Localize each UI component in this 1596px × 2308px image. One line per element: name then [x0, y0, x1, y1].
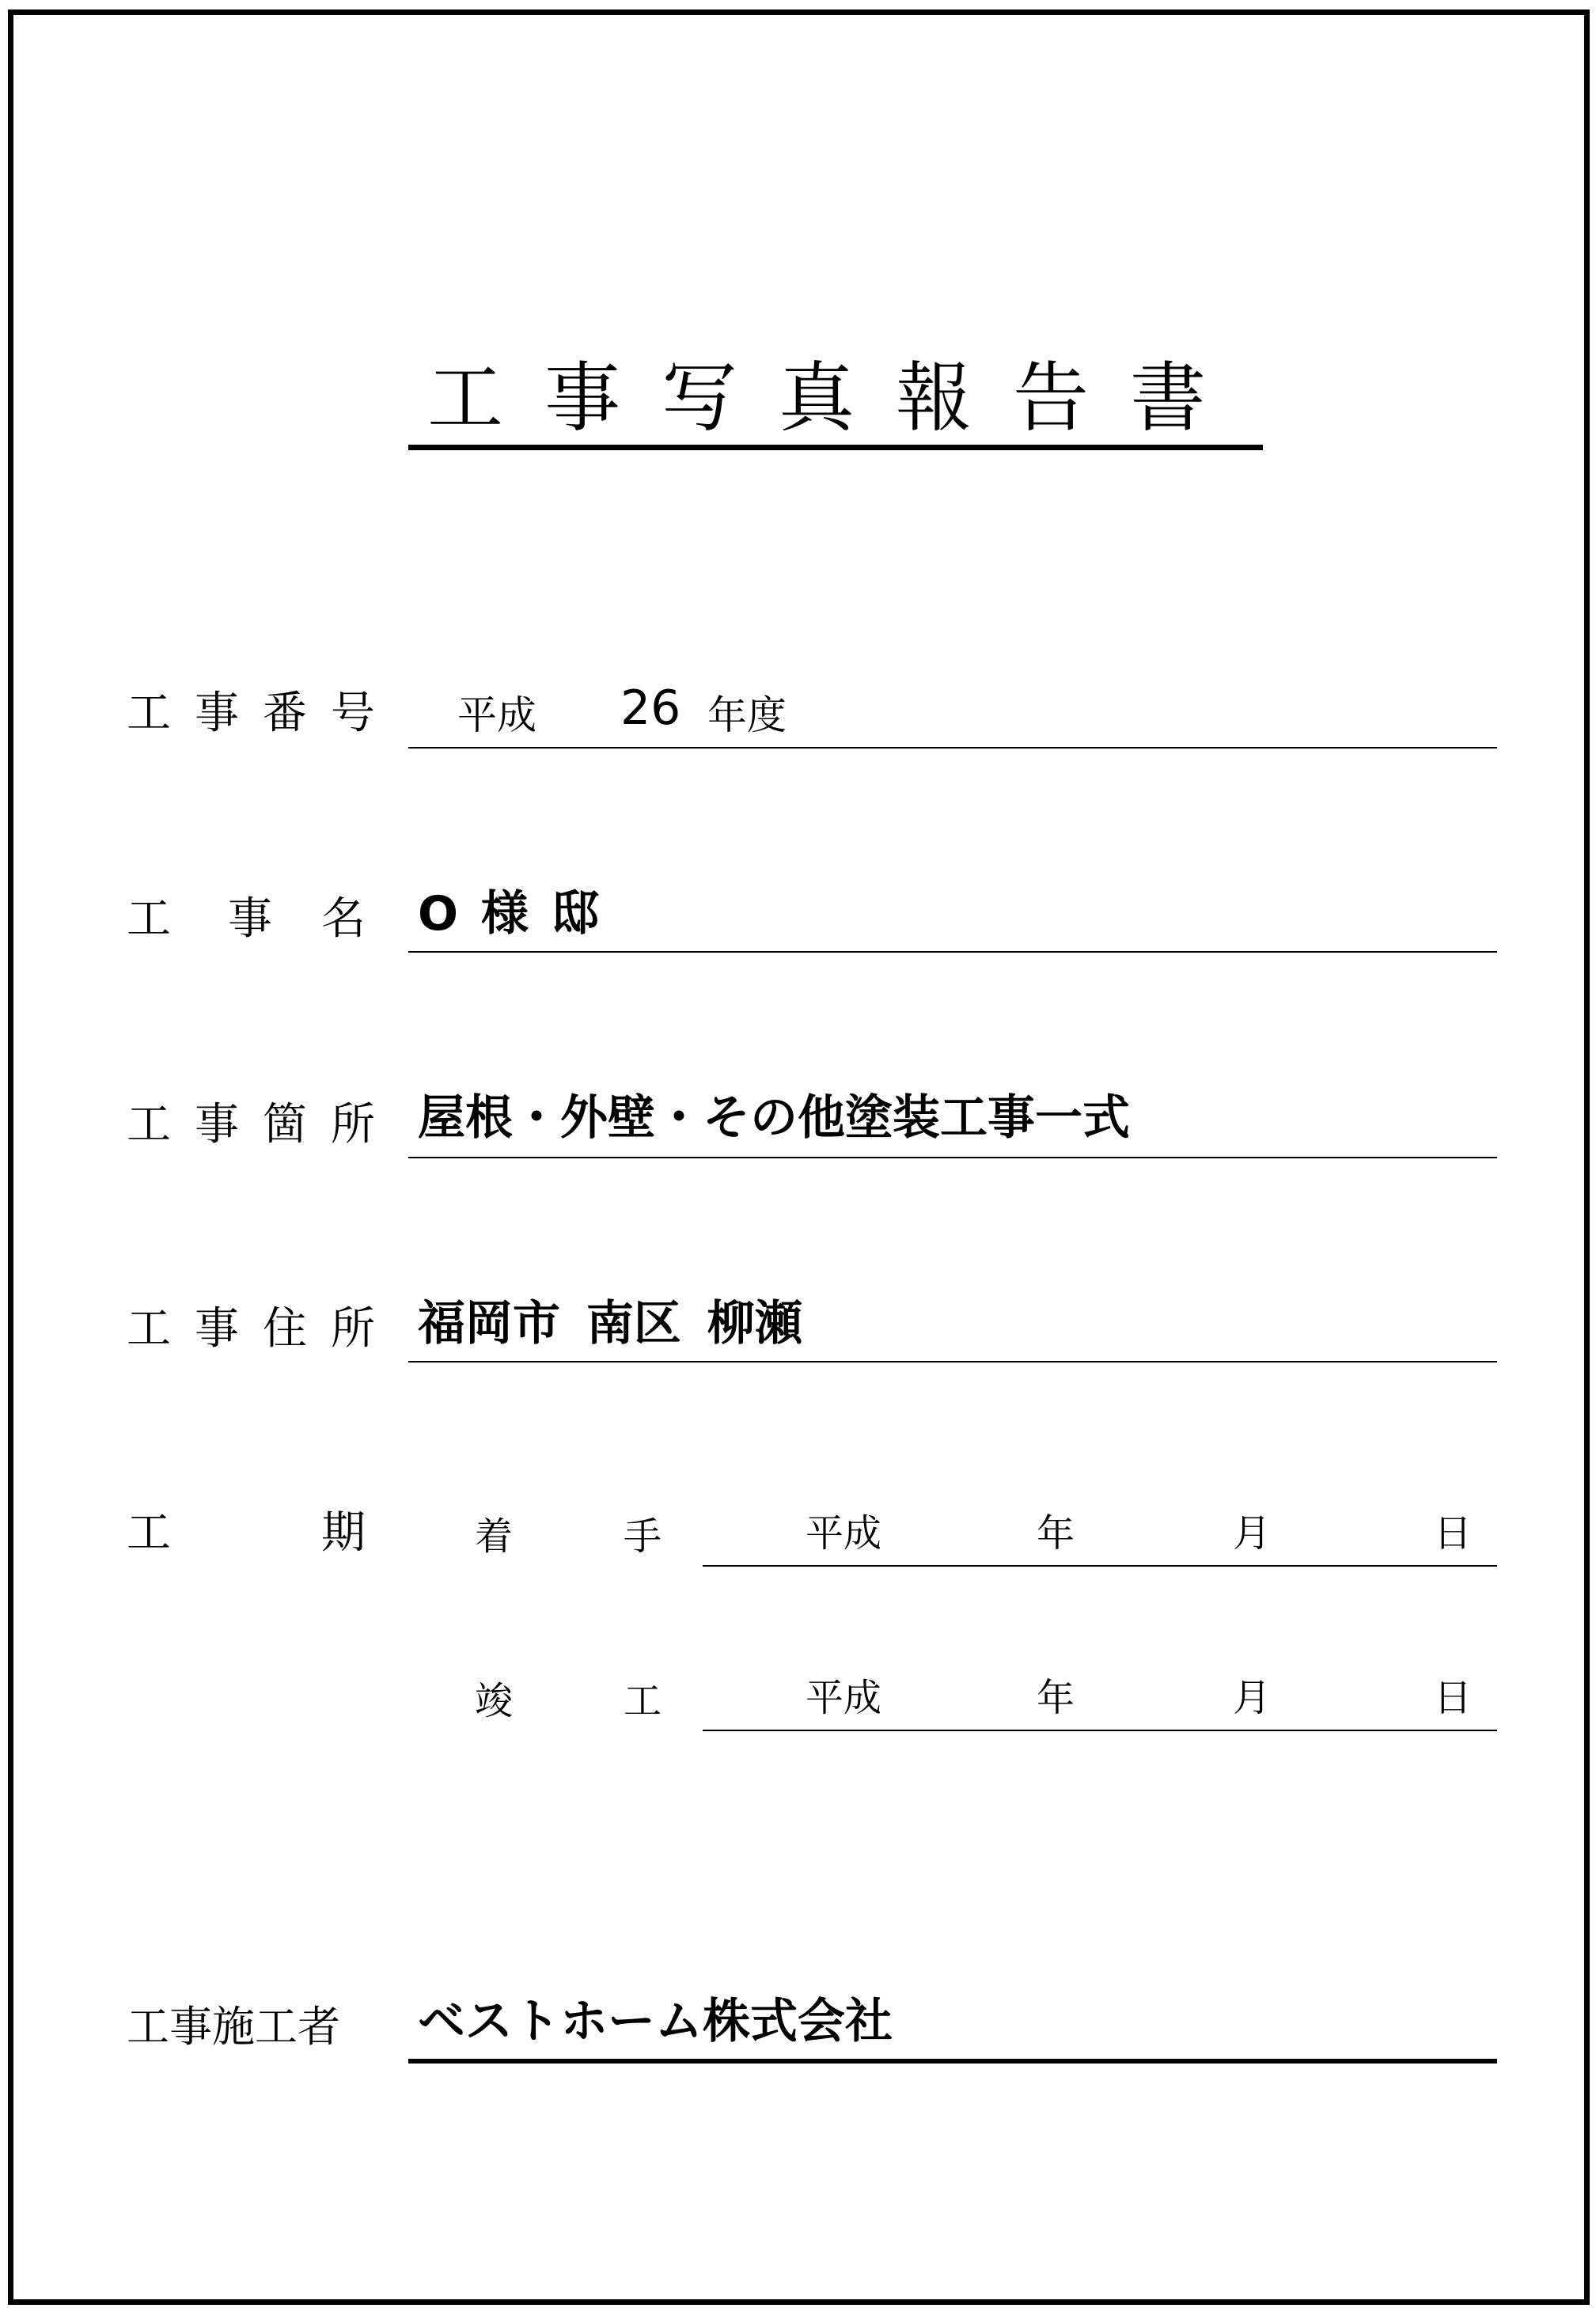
construction-period-label [127, 1508, 380, 1559]
label-char: 工 [127, 1507, 171, 1559]
title-char: 報 [896, 354, 972, 442]
completion-day-unit: 日 [1434, 1676, 1473, 1720]
start-day-unit: 日 [1434, 1511, 1473, 1556]
construction-address-value: 福岡市 南区 柳瀬 [418, 1296, 802, 1351]
label-char: 箇 [263, 1099, 307, 1150]
label-char: 竣 [475, 1679, 514, 1723]
construction-name-value: O 様 邸 [418, 886, 599, 942]
completion-month-unit: 月 [1233, 1676, 1272, 1720]
completion-date-underline [703, 1730, 1497, 1731]
construction-address-underline [408, 1361, 1497, 1362]
construction-number-year: 26 [620, 680, 681, 736]
title-char: 写 [662, 354, 737, 442]
completion-year-unit: 年 [1037, 1676, 1075, 1720]
contractor-underline [408, 2059, 1497, 2064]
construction-address-label [127, 1304, 380, 1355]
contractor-label: 工事施工者 [127, 2002, 340, 2052]
construction-location-value: 屋根・外壁・その他塗装工事一式 [418, 1090, 1130, 1146]
label-char: 事 [195, 1303, 239, 1355]
label-char: 所 [331, 1099, 375, 1150]
label-char: 所 [331, 1303, 375, 1355]
contractor-value: ベストホーム株式会社 [418, 1994, 893, 2049]
construction-number-suffix: 年度 [707, 692, 787, 738]
document-title [427, 354, 1250, 442]
construction-name-label [127, 894, 380, 945]
start-month-unit: 月 [1233, 1511, 1272, 1556]
start-label [475, 1511, 665, 1562]
construction-location-underline [408, 1157, 1497, 1158]
label-char: 事 [195, 1099, 239, 1150]
title-underline [408, 445, 1263, 450]
label-char: 号 [331, 688, 375, 739]
label-char: 名 [321, 893, 366, 945]
construction-number-era: 平成 [457, 692, 536, 738]
start-date-underline [703, 1565, 1497, 1567]
completion-label [475, 1676, 665, 1726]
start-year-unit: 年 [1037, 1511, 1075, 1556]
label-char: 事 [228, 893, 272, 945]
title-char: 事 [544, 354, 620, 442]
title-char: 真 [779, 354, 855, 442]
label-char: 着 [475, 1514, 514, 1559]
label-char: 工 [127, 688, 171, 739]
label-char: 工 [127, 1099, 171, 1150]
construction-number-label [127, 688, 380, 739]
label-char: 手 [624, 1514, 662, 1559]
label-char: 住 [263, 1303, 307, 1355]
label-char: 事 [195, 688, 239, 739]
title-char: 書 [1130, 354, 1206, 442]
construction-location-label [127, 1100, 380, 1150]
construction-number-underline [408, 747, 1497, 748]
label-char: 工 [127, 893, 171, 945]
title-char: 告 [1013, 354, 1089, 442]
label-char: 番 [263, 688, 307, 739]
label-char: 期 [321, 1507, 366, 1559]
label-char: 工 [127, 1303, 171, 1355]
label-char: 工 [624, 1679, 662, 1723]
title-char: 工 [427, 354, 503, 442]
start-era: 平成 [806, 1511, 882, 1556]
completion-era: 平成 [806, 1676, 882, 1720]
construction-name-underline [408, 951, 1497, 953]
